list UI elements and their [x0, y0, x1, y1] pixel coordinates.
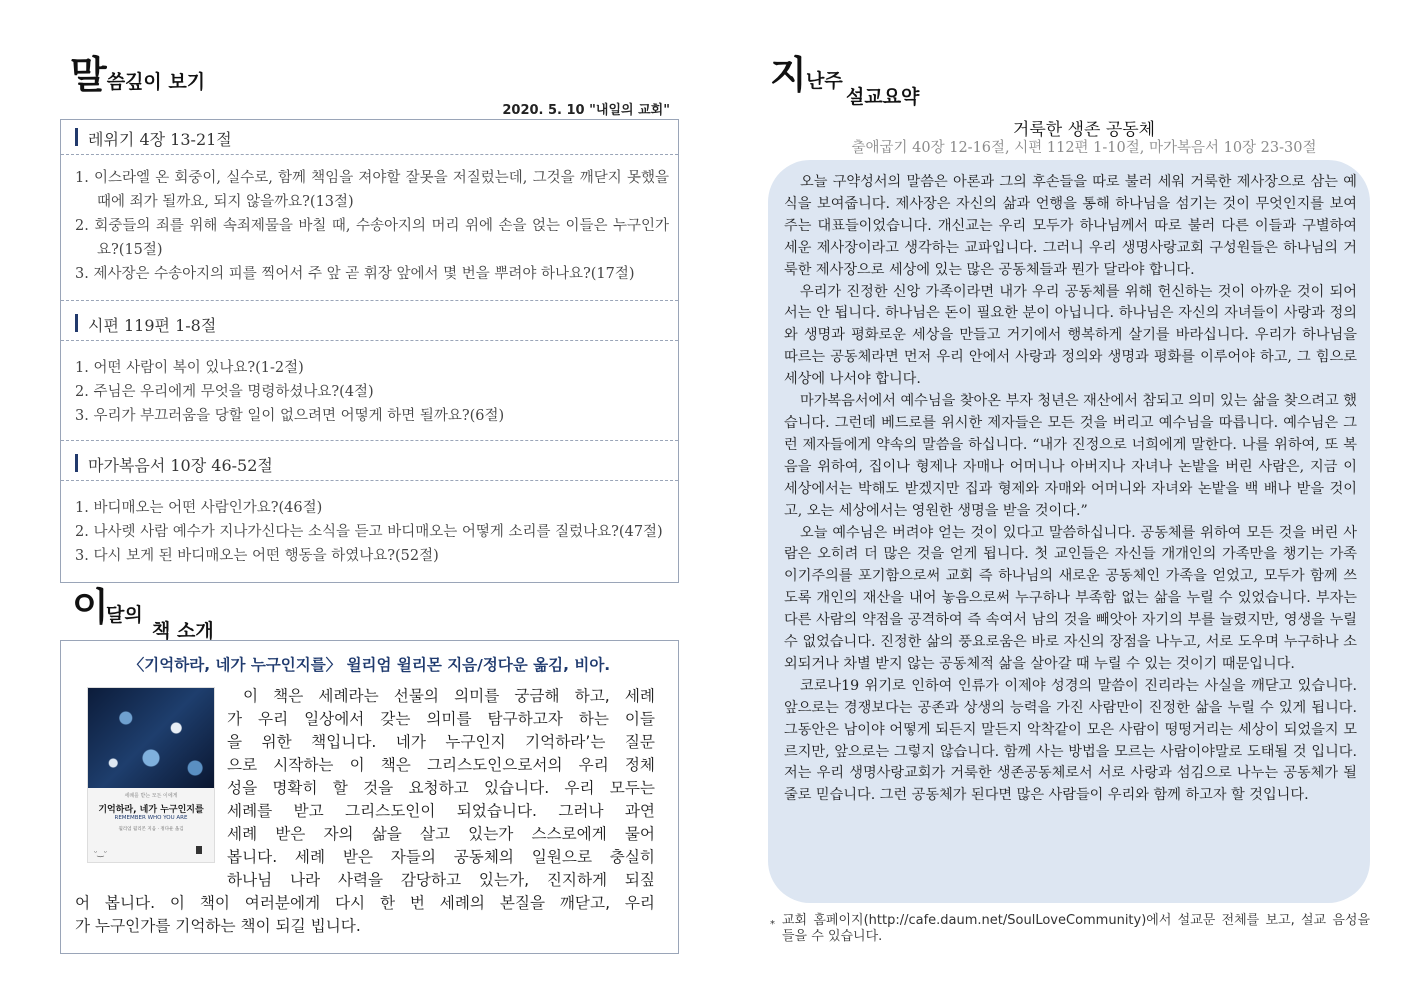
cover-title: 기억하라, 네가 누구인지를 — [98, 805, 204, 815]
book-line: 봅니다. 세례 받은 자들의 공동체의 일원으로 충실히 — [227, 848, 655, 866]
divider — [61, 440, 678, 441]
date-line: 2020. 5. 10 "내일의 교회" — [502, 103, 670, 118]
cover-art — [88, 688, 214, 788]
section-bar-icon — [75, 128, 78, 146]
question-list-psalms — [75, 356, 669, 428]
book-line: 성을 명확히 할 것을 요청하고 있습니다. 우리 모두는 — [227, 779, 655, 797]
list-item: 2. 나사렛 사람 예수가 지나가신다는 소식을 듣고 바디매오는 어떻게 소리를 질렀나요?(47절) — [75, 524, 663, 540]
list-item: 1. 어떤 사람이 복이 있나요?(1-2절) — [75, 360, 304, 376]
word-study-heading: 말씀깊이 보기 — [70, 53, 206, 97]
list-item: 3. 다시 보게 된 바디매오는 어떤 행동을 하였나요?(52절) — [75, 548, 439, 564]
book-line: 으로 시작하는 이 책은 그리스도인으로서의 우리 정체 — [227, 756, 655, 774]
section-title-mark: 마가복음서 10장 46-52절 — [61, 446, 678, 481]
sermon-heading-small1: 난주 — [806, 70, 843, 92]
paragraph: 오늘 구약성서의 말씀은 아론과 그의 후손들을 따로 불러 세워 거룩한 제사장으로 삼는 예식을 보여줍니다. 제사장은 자신의 삶과 언행을 통해 하나님을 섬기는 것이 무엇인지를 보여주는 대표들이었습니다. 개신교는 우리 모두가 하나님께서 따로 불러 다른 이들과 구별하여 세운 제사장이라고 생각하는 교파입니다. 그러니 우리 생명사랑교회 구성원들은 하나님의 거룩한 제사장으로 세상에 있는 많은 공동체들과 뭔가 달라야 합니다. — [784, 174, 1357, 278]
book-cover-image — [87, 687, 215, 863]
list-item: 1. 이스라엘 온 회중이, 실수로, 함께 책임을 져야할 잘못을 저질렀는데, 그것을 깨닫지 못했을 때에 죄가 될까요, 되지 않을까요?(13절) — [75, 170, 669, 210]
section-title-psalms: 시편 119편 1-8절 — [61, 306, 678, 341]
book-line: 세례를 받고 그리스도인이 되었습니다. 그러나 과연 — [227, 802, 655, 820]
list-item: 2. 회중들의 죄를 위해 속죄제물을 바칠 때, 수송아지의 머리 위에 손을 얹는 이들은 누구인가요?(15절) — [75, 218, 669, 258]
book-line: 가 우리 일상에서 갖는 의미를 탐구하고자 하는 이들 — [227, 710, 655, 728]
book-line: 세례 받은 자의 삶을 살고 있는가 스스로에게 물어 — [227, 825, 655, 843]
section-bar-icon — [75, 314, 78, 332]
publisher-logo-icon — [196, 846, 202, 854]
book-heading-small2: 책 소개 — [152, 620, 214, 642]
sermon-heading-small2: 설교요약 — [846, 86, 920, 108]
book-heading-small1: 달의 — [106, 604, 143, 626]
cover-authors: 윌리엄 윌리몬 지음 · 정다운 옮김 — [118, 827, 184, 832]
sermon-verses: 출애굽기 40장 12-16절, 시편 112편 1-10절, 마가복음서 10장 23-30절 — [851, 140, 1317, 156]
question-list-mark — [75, 496, 669, 568]
paragraph: 우리가 진정한 신앙 가족이라면 내가 우리 공동체를 위해 헌신하는 것이 아까운 것이 되어서는 안 됩니다. 하나님은 돈이 필요한 분이 아닙니다. 하나님은 자신의 자녀들이 사랑과 정의와 생명과 평화로운 세상을 만들고 거기에서 행복하게 살기를 바라십니다. 우리가 하나님을 따르는 공동체라면 먼저 우리 안에서 사랑과 정의와 생명과 평화를 이루어야 하고, 그 힘으로 세상에 나서야 합니다. — [784, 283, 1357, 388]
book-line: 어 봅니다. 이 책이 여러분에게 다시 한 번 세례의 본질을 깨닫고, 우리 — [75, 894, 655, 912]
section-title-leviticus: 레위기 4장 13-21절 — [61, 120, 678, 155]
cover-subtitle: 세례를 받는 모든 이에게 — [124, 793, 178, 799]
list-item: 1. 바디매오는 어떤 사람인가요?(46절) — [75, 500, 323, 516]
sermon-text — [784, 172, 1357, 807]
book-line: 을 위한 책입니다. 네가 누구인지 기억하라’는 질문 — [227, 733, 655, 751]
divider — [61, 300, 678, 301]
paragraph: 오늘 예수님은 버려야 얻는 것이 있다고 말씀하십니다. 공동체를 위하여 모든 것을 버린 사람은 오히려 더 많은 것을 얻게 됩니다. 첫 교인들은 자신들 개개인의 가족만을 챙기는 가족 이기주의를 포기함으로써 교회 즉 하나님의 새로운 공동체인 가족을 얻었고, 모두가 함께 쓰도록 개인의 재산을 내어 놓음으로써 누구하나 부족함 없는 삶을 누릴 수 있었습니다. 부자는 다른 사람의 약점을 공격하여 즉 속여서 남의 것을 빼앗아 자기의 부를 늘렸지만, 영생을 누릴 수 없었습니다. 진정한 삶의 풍요로움은 바로 자신의 장점을 나누고, 서로 도우며 누구하나 소외되거나 차별 받지 않는 공동체적 삶을 살아갈 때 누릴 수 있는 것이기 때문입니다. — [784, 524, 1357, 672]
cover-english: REMEMBER WHO YOU ARE — [114, 815, 188, 821]
book-of-month-heading: 이 — [72, 585, 109, 629]
list-item: 3. 우리가 부끄러움을 당할 일이 없으려면 어떻게 하면 될까요?(6절) — [75, 408, 505, 424]
paragraph: 마가복음서에서 예수님을 찾아온 부자 청년은 재산에서 참되고 의미 있는 삶을 찾으려고 했습니다. 그런데 베드로를 위시한 제자들은 모든 것을 버리고 예수님을 따릅니다. 예수님은 그런 제자들에게 약속의 말씀을 하십니다. “내가 진정으로 너희에게 말한다. 나를 위하여, 또 복음을 위하여, 집이나 형제나 자매나 어머니나 아버지나 자녀나 논밭을 버린 사람은, 지금 이 세상에서는 박해도 받겠지만 집과 형제와 자매와 어머니와 자녀와 논밭을 백 배나 받을 것이고, 오는 세상에서는 영원한 생명을 받을 것이다.” — [784, 393, 1357, 519]
book-line: 가 누구인가를 기억하는 책이 되길 빕니다. — [75, 917, 361, 935]
asterisk-icon: * — [770, 919, 775, 930]
smile-logo-icon: ᵕ‿ᵕ — [94, 848, 108, 857]
list-item: 2. 주님은 우리에게 무엇을 명령하셨나요?(4절) — [75, 384, 374, 400]
book-title: 〈기억하라, 네가 누구인지를〉 윌리엄 윌리몬 지음/정다운 옮김, 비아. — [128, 656, 611, 674]
bible-questions-box — [60, 119, 679, 583]
question-list-leviticus — [75, 166, 669, 286]
paragraph: 코로나19 위기로 인하여 인류가 이제야 성경의 말씀이 진리라는 사실을 깨닫고 있습니다. 앞으로는 경쟁보다는 공존과 상생의 능력을 가진 사람만이 진정한 삶을 누릴 수 있게 됩니다. 그동안은 남이야 어떻게 되든지 말든지 악착같이 모은 사람이 떵떵거리는 세상이 되었을지 모르지만, 앞으로는 그렇지 않습니다. 함께 사는 방법을 모르는 사람이야말로 도태될 것 입니다.저는 우리 생명사랑교회가 거룩한 생존공동체로서 서로 사랑과 섬김으로 나누는 공동체가 될 줄로 믿습니다. 그런 공동체가 된다면 많은 사람들이 우리와 함께 하고자 할 것입니다. — [784, 677, 1357, 804]
sermon-summary-heading: 지 — [770, 53, 807, 97]
book-line: 하나님 나라 사력을 감당하고 있는가, 진지하게 되짚 — [227, 871, 655, 889]
book-line: 이 책은 세례라는 선물의 의미를 궁금해 하고, 세례 — [243, 687, 655, 705]
section-bar-icon — [75, 454, 78, 472]
book-intro-box — [60, 640, 679, 954]
list-item: 3. 제사장은 수송아지의 피를 찍어서 주 앞 곧 휘장 앞에서 몇 번을 뿌려야 하나요?(17절) — [75, 266, 635, 282]
sermon-title: 거룩한 생존 공동체 — [1012, 120, 1156, 140]
homepage-note: * 교회 홈페이지(http://cafe.daum.net/SoulLoveCommunity)에서 설교문 전체를 보고, 설교 음성을 들을 수 있습니다. — [770, 913, 1370, 944]
